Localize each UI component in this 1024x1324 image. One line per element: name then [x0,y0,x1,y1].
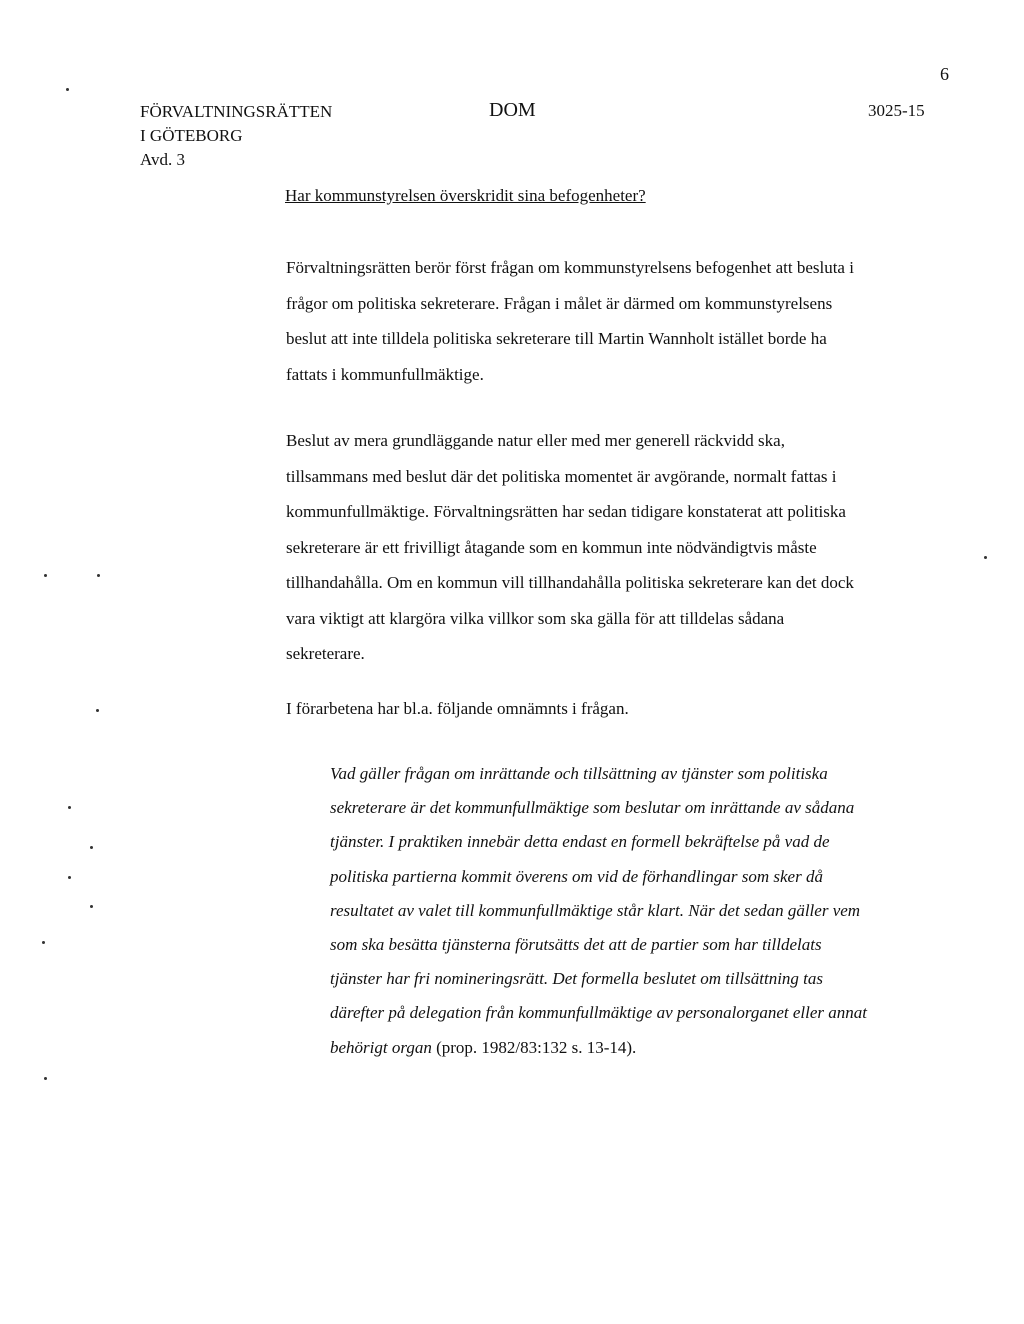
scan-speck [44,574,47,577]
scan-speck [90,846,93,849]
division: Avd. 3 [140,150,186,169]
case-number: 3025-15 [868,101,925,120]
court-name-line1: FÖRVALTNINGSRÄTTEN [140,102,333,121]
court-name [140,100,332,172]
page-number: 6 [940,64,949,84]
scan-speck [90,905,93,908]
scan-speck [68,876,71,879]
scan-speck [97,574,100,577]
section-heading: Har kommunstyrelsen överskridit sina befogenheter? [285,186,646,205]
scan-speck [42,941,45,944]
scan-speck [44,1077,47,1080]
scan-speck [984,556,987,559]
scan-speck [66,88,69,91]
court-name-line2: I GÖTEBORG [140,126,243,145]
paragraph-3: I förarbetena har bl.a. följande omnämnts i frågan. [286,699,629,718]
block-quote [330,757,870,1065]
quote-citation: (prop. 1982/83:132 s. 13-14). [431,1037,637,1057]
document-type: DOM [489,99,536,121]
scan-speck [68,806,71,809]
scan-speck [96,709,99,712]
paragraph-1: Förvaltningsrätten berör först frågan om kommunstyrelsens befogenhet att besluta i frågor om politiska sekreterare. Frågan i målet är därmed om kommunstyrelsens beslut att inte tilldela politiska sekreterare till Martin Wannholt istället borde ha fattats i kommunfullmäktige. [286,258,854,384]
quote-text: Vad gäller frågan om inrättande och tillsättning av tjänster som politiska sekreterare är det kommunfullmäktige som beslutar om inrättande av sådana tjänster. I praktiken innebär detta endast en formell bekräftelse på vad de politiska partierna kommit överens om vid de förhandlingar som sker då resultatet av valet till kommunfullmäktige står klart. När det sedan gäller vem som ska besätta tjänsterna förutsätts det att de partier som har tilldelats tjänster har fri nomineringsrätt. Det formella beslutet om tillsättning tas därefter på delegation från kommunfullmäktige av personalorganet eller annat behörigt organ [330,764,867,1057]
paragraph-2: Beslut av mera grundläggande natur eller med mer generell räckvidd ska, tillsammans med beslut där det politiska momentet är avgörande, normalt fattas i kommunfullmäktige. Förvaltningsrätten har sedan tidigare konstaterat att politiska sekreterare är ett frivilligt åtagande som en kommun inte nödvändigtvis måste tillhandahålla. Om en kommun vill tillhandahålla politiska sekreterare kan det dock vara viktigt att klargöra vilka villkor som ska gälla för att tilldelas sådana sekreterare. [286,431,854,663]
